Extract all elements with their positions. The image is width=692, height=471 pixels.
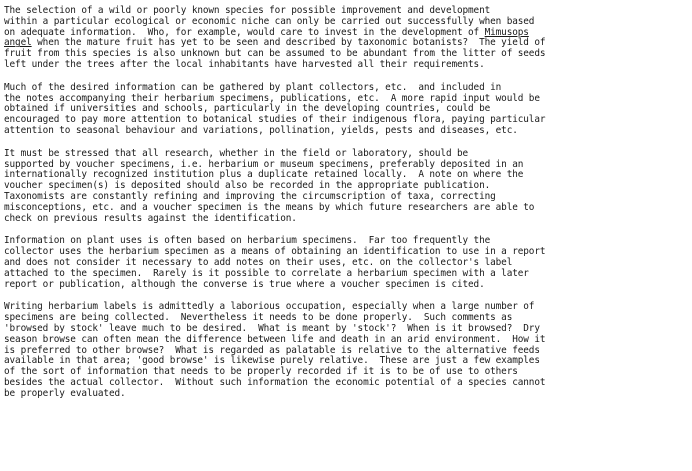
text-line: attached to the specimen. Rarely is it possible to correlate a herbarium specimen with a later [4,267,529,279]
text-line: It must be stressed that all research, whether in the field or laboratory, should be [4,147,469,159]
text-line: collector uses the herbarium specimen as a means of obtaining an identification to use in a report [4,246,546,258]
species-name-underlined: angel [4,37,32,49]
text-line: Much of the desired information can be gathered by plant collectors, etc. and included in [4,81,502,93]
text-line: season browse can often mean the difference between life and death in an arid environment. How it [4,333,546,345]
species-name-underlined: Mimusops [484,26,529,38]
text-line: 'browsed by stock' leave much to be desired. What is meant by 'stock'? When is it browsed? Dry [4,322,540,334]
paragraph-herbarium-labels [4,302,690,399]
text-line: the notes accompanying their herbarium specimens, publications, etc. A more rapid input would be [4,92,540,104]
text-line: left under the trees after the local inhabitants have harvested all their requirements. [4,58,485,70]
text-line: specimens are being collected. Nevertheless it needs to be done properly. Such comments as [4,312,513,324]
text-line: within a particular ecological or economic niche can only be carried out successfully when based [4,15,535,27]
text-line: Taxonomists are constantly refining and improving the circumscription of taxa, correcting [4,190,496,202]
text-line: available in that area; 'good browse' is likewise purely relative. These are just a few examples [4,355,540,367]
text-line: be properly evaluated. [4,387,126,399]
text-line: voucher specimen(s) is deposited should also be recorded in the appropriate publication. [4,180,491,192]
text-line: fruit from this species is also unknown but can be assumed to be abundant from the litter of seeds [4,48,546,60]
text-line: besides the actual collector. Without such information the economic potential of a species cannot [4,376,546,388]
text-line: attention to seasonal behaviour and variations, pollination, yields, pests and diseases, etc. [4,124,518,136]
text-line: supported by voucher specimens, i.e. herbarium or museum specimens, preferably deposited in an [4,158,524,170]
text-line: The selection of a wild or poorly known species for possible improvement and development [4,5,491,16]
text-line: internationally recognized institution plus a duplicate retained locally. A note on where the [4,169,524,181]
text-line: and does not consider it necessary to add notes on their uses, etc. on the collector's label [4,256,513,268]
text-line: Writing herbarium labels is admittedly a laborious occupation, especially when a large number of [4,301,535,313]
text-line: Information on plant uses is often based on herbarium specimens. Far too frequently the [4,235,491,247]
text-line: of the sort of information that needs to be properly recorded if it is to be of use to others [4,366,518,378]
paragraph-plant-collectors [4,83,690,137]
text-line: report or publication, although the converse is true where a voucher specimen is cited. [4,278,485,290]
document-page [4,6,690,412]
text-line: misconceptions, etc. and a voucher specimen is the means by which future researchers are able to [4,201,535,213]
text-line: is preferred to other browse? What is regarded as palatable is relative to the alternative feeds [4,344,540,356]
paragraph-voucher-specimens [4,149,690,225]
text-line: obtained if universities and schools, particularly in the developing countries, could be [4,103,491,115]
paragraph-plant-uses [4,236,690,290]
text-line: check on previous results against the identification. [4,212,297,224]
text-segment: when the mature fruit has yet to be seen and described by taxonomic botanists? The yield of [31,37,546,49]
text-segment: on adequate information. Who, for example, would care to invest in the development of [4,26,485,38]
paragraph-species-selection [4,6,690,71]
text-line: encouraged to pay more attention to botanical studies of their indigenous flora, paying particular [4,114,546,126]
